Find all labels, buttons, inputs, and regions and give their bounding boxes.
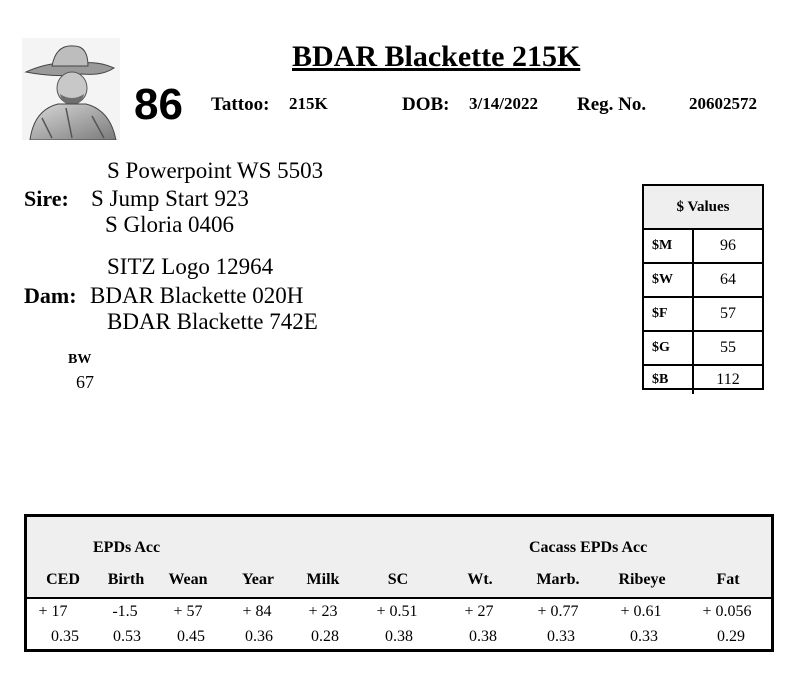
epd-col-header: Birth bbox=[107, 571, 145, 588]
epd-col-header: Fat bbox=[716, 571, 740, 588]
tattoo-value: 215K bbox=[289, 94, 328, 113]
dollar-value-name: $M bbox=[644, 230, 694, 262]
epd-value: + 0.51 bbox=[376, 603, 418, 620]
epd-accuracy: 0.38 bbox=[385, 628, 413, 645]
epd-accuracy: 0.33 bbox=[630, 628, 658, 645]
dam-name: BDAR Blackette 020H bbox=[90, 283, 304, 308]
epd-col-header: Wean bbox=[168, 571, 208, 588]
epd-col-header: Wt. bbox=[467, 571, 493, 588]
reg-label: Reg. No. bbox=[577, 94, 647, 115]
bw-value: 67 bbox=[76, 372, 94, 392]
dollar-value-name: $W bbox=[644, 264, 694, 296]
dollar-value-number: 57 bbox=[720, 305, 736, 322]
epd-value: + 23 bbox=[308, 603, 338, 620]
dollar-value-row bbox=[644, 332, 762, 366]
epd-table bbox=[24, 514, 774, 652]
epd-col-header: Marb. bbox=[536, 571, 580, 588]
dollar-value-number: 112 bbox=[716, 371, 740, 388]
sire-sire: S Powerpoint WS 5503 bbox=[107, 158, 324, 183]
epd-accuracy: 0.36 bbox=[245, 628, 273, 645]
animal-title: BDAR Blackette 215K bbox=[292, 40, 581, 73]
epd-accuracy: 0.45 bbox=[177, 628, 205, 645]
epd-accuracy: 0.29 bbox=[717, 628, 745, 645]
epd-col-header: Year bbox=[242, 571, 274, 588]
dollar-value-name: $B bbox=[644, 366, 694, 394]
epd-col-header: Milk bbox=[306, 571, 340, 588]
dob-value: 3/14/2022 bbox=[469, 94, 538, 113]
epd-col-header: CED bbox=[46, 571, 80, 588]
epd-col-header: Ribeye bbox=[618, 571, 666, 588]
bw-label: BW bbox=[68, 352, 92, 367]
epd-accuracy: 0.53 bbox=[113, 628, 141, 645]
epd-col-header: SC bbox=[387, 571, 409, 588]
carcass-group-label: Cacass EPDs Acc bbox=[529, 539, 648, 556]
dollar-values-title: $ Values bbox=[644, 186, 762, 230]
epd-value: + 0.61 bbox=[620, 603, 662, 620]
dam-label: Dam: bbox=[24, 283, 77, 308]
dollar-value-name: $G bbox=[644, 332, 694, 364]
dollar-value-name: $F bbox=[644, 298, 694, 330]
reg-value: 20602572 bbox=[689, 94, 757, 113]
epd-accuracy: 0.28 bbox=[311, 628, 339, 645]
dollar-value-row bbox=[644, 230, 762, 264]
epd-value: -1.5 bbox=[112, 603, 138, 620]
dollar-value-number: 64 bbox=[720, 271, 736, 288]
epd-group-label: EPDs Acc bbox=[93, 539, 161, 556]
epd-value: + 84 bbox=[242, 603, 272, 620]
sire-dam: S Gloria 0406 bbox=[105, 212, 235, 237]
epd-accuracy: 0.38 bbox=[469, 628, 497, 645]
epd-accuracy: 0.35 bbox=[51, 628, 79, 645]
dob-label: DOB: bbox=[402, 94, 450, 115]
dollar-value-number: 96 bbox=[720, 237, 736, 254]
sire-label: Sire: bbox=[24, 186, 69, 211]
dollar-values-table bbox=[642, 184, 764, 390]
dollar-value-row bbox=[644, 298, 762, 332]
lot-number: 86 bbox=[134, 80, 183, 129]
dollar-value-row bbox=[644, 366, 762, 394]
sire-name: S Jump Start 923 bbox=[91, 186, 249, 211]
epd-accuracy: 0.33 bbox=[547, 628, 575, 645]
epd-value: + 0.056 bbox=[702, 603, 752, 620]
tattoo-label: Tattoo: bbox=[211, 94, 270, 115]
dollar-value-number: 55 bbox=[720, 339, 736, 356]
epd-value: + 57 bbox=[173, 603, 203, 620]
dam-sire: SITZ Logo 12964 bbox=[107, 254, 274, 279]
dam-dam: BDAR Blackette 742E bbox=[107, 309, 318, 334]
epd-value: + 27 bbox=[464, 603, 494, 620]
epd-value: + 0.77 bbox=[537, 603, 579, 620]
dollar-value-row bbox=[644, 264, 762, 298]
epd-value: + 17 bbox=[38, 603, 68, 620]
cowboy-photo-icon bbox=[22, 38, 120, 140]
